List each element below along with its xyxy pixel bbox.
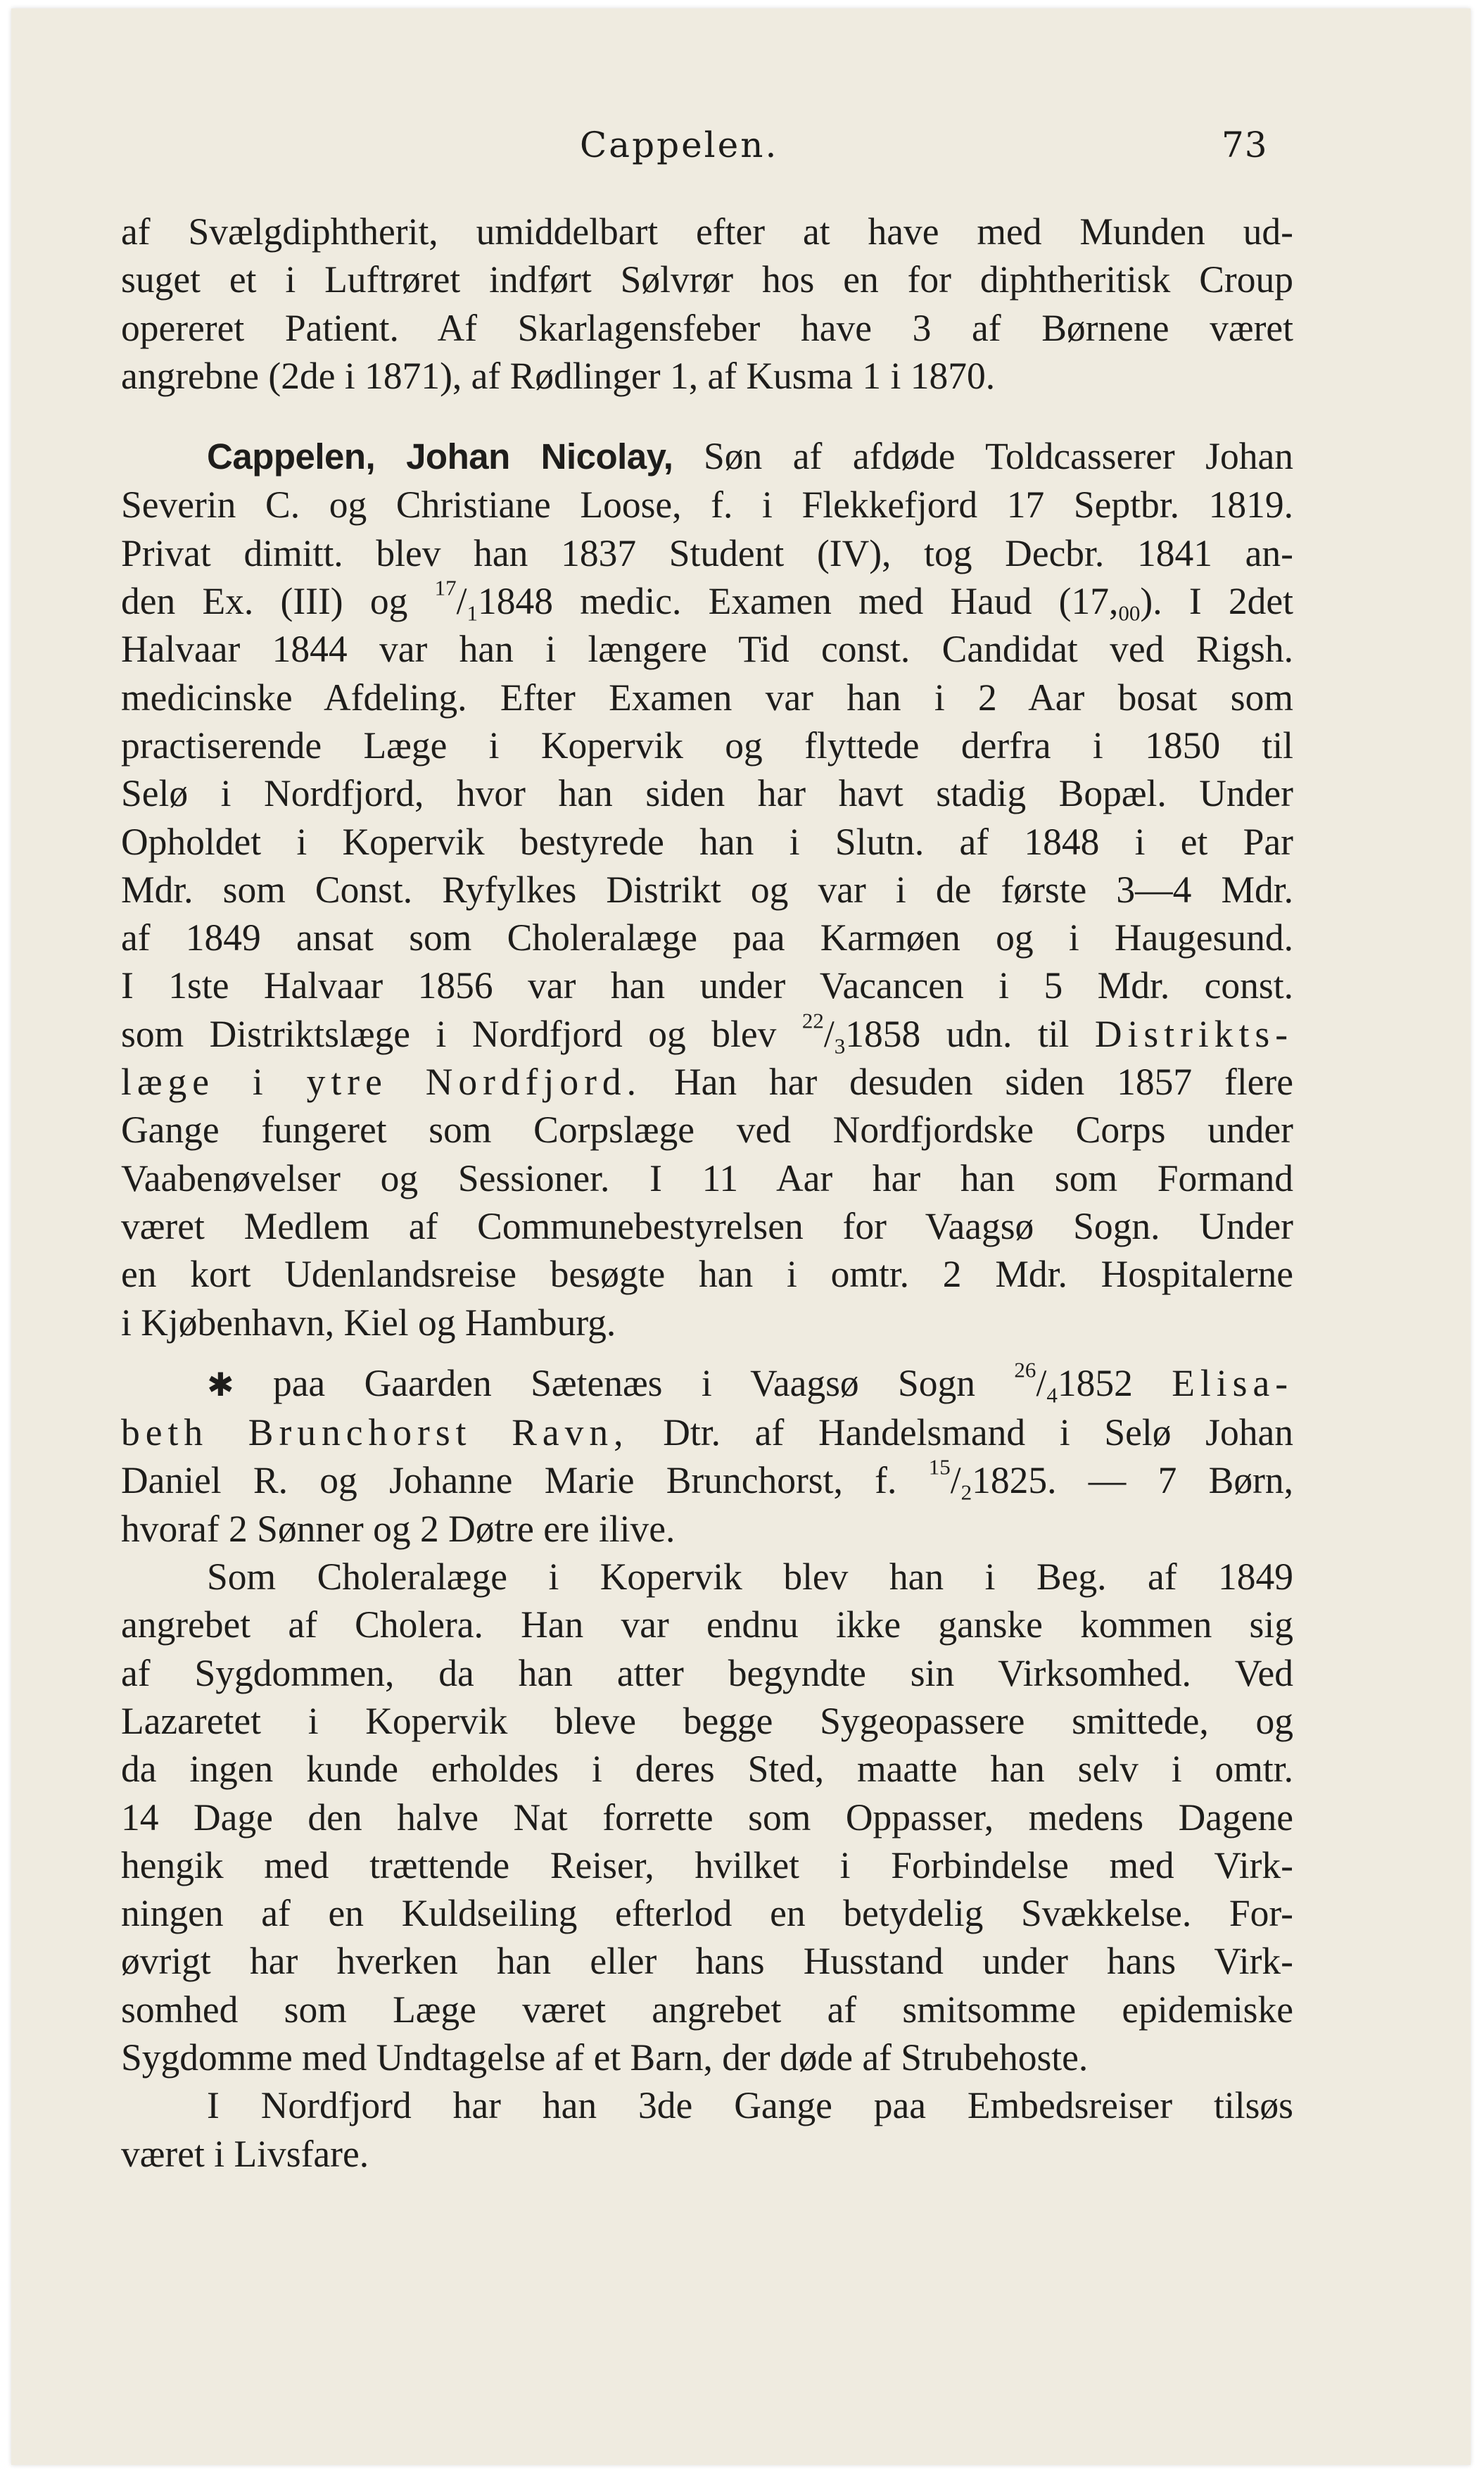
text-line: practiserende Læge i Kopervik og flyttede derfra i 1850 til	[121, 724, 1293, 767]
text-line: Lazaretet i Kopervik bleve begge Sygeopassere smittede, og	[121, 1699, 1293, 1742]
text-line: af Sygdommen, da han atter begyndte sin Virksomhed. Ved	[121, 1651, 1293, 1694]
text-line: somhed som Læge været angrebet af smitsomme epidemiske	[121, 1988, 1293, 2031]
text-line: I 1ste Halvaar 1856 var han under Vacancen i 5 Mdr. const.	[121, 964, 1293, 1007]
text-line: været i Livsfare.	[121, 2132, 369, 2175]
paragraph-continuation	[121, 208, 1293, 400]
text-line: suget et i Luftrøret indført Sølvrør hos en for diphtheritisk Croup	[121, 258, 1293, 301]
text-line: 14 Dage den halve Nat forrette som Oppasser, medens Dagene	[121, 1796, 1293, 1839]
text-line: ningen af en Kuldseiling efterlod en betydelig Svækkelse. For-	[121, 1892, 1293, 1935]
book-page	[11, 8, 1471, 2465]
text-line: øvrigt har hverken han eller hans Husstand under hans Virk-	[121, 1940, 1293, 1983]
text-line: Cappelen, Johan Nicolay, Søn af afdøde Toldcasserer Johan	[207, 435, 1294, 478]
text-line: den Ex. (III) og $^{17}/_11848$ medic. Examen med Haud $(17,_{00})$. I 2det	[121, 575, 1293, 626]
entry-name: Cappelen, Johan Nicolay,	[207, 436, 673, 477]
text-line: i Kjøbenhavn, Kiel og Hamburg.	[121, 1301, 616, 1344]
text-line: Opholdet i Kopervik bestyrede han i Slutn. af 1848 i et Par	[121, 820, 1293, 863]
text-line: beth Brunchorst Ravn, Dtr. af Handelsmand i Selø Johan	[121, 1411, 1293, 1454]
text-line: Vaabenøvelser og Sessioner. I 11 Aar har han som Formand	[121, 1156, 1293, 1199]
text-line: opereret Patient. Af Skarlagensfeber have 3 af Børnene været	[121, 306, 1293, 349]
text-line: hengik med trættende Reiser, hvilket i Forbindelse med Virk-	[121, 1843, 1293, 1886]
running-title: Cappelen.	[580, 125, 779, 165]
text-line: Som Choleralæge i Kopervik blev han i Beg. af 1849	[207, 1556, 1293, 1598]
text-line: læge i ytre Nordfjord. Han har desuden siden 1857 flere	[121, 1061, 1293, 1104]
text-line: medicinske Afdeling. Efter Examen var han i 2 Aar bosat som	[121, 676, 1293, 719]
marriage-star-icon: ✱	[207, 1365, 234, 1404]
text-line: da ingen kunde erholdes i deres Sted, maatte han selv i omtr.	[121, 1748, 1293, 1791]
text-line: Mdr. som Const. Ryfylkes Distrikt og var i de første 3—4 Mdr.	[121, 868, 1293, 911]
biography-entry	[121, 432, 1293, 1347]
text-line: som Distriktslæge i Nordfjord og blev $^{22}/_31858$ udn. til Distrikts-	[121, 1008, 1294, 1059]
text-line: angrebne (2de i 1871), af Rødlinger 1, af Kusma 1 i 1870.	[121, 354, 996, 397]
text-line: været Medlem af Communebestyrelsen for Vaagsø Sogn. Under	[121, 1204, 1293, 1247]
text-line: en kort Udenlandsreise besøgte han i omtr. 2 Mdr. Hospitalerne	[121, 1253, 1293, 1296]
text-line: hvoraf 2 Sønner og 2 Døtre ere ilive.	[121, 1507, 676, 1550]
text-line: af Svælgdiphtherit, umiddelbart efter at have med Munden ud-	[121, 210, 1293, 253]
text-line: Halvaar 1844 var han i længere Tid const. Candidat ved Rigsh.	[121, 628, 1293, 671]
page-number: 73	[1222, 125, 1268, 165]
text-line: ✱ paa Gaarden Sætenæs i Vaagsø Sogn $^{26}/_41852$ Elisa-	[207, 1357, 1294, 1408]
page-body	[121, 208, 1293, 2178]
page-header	[11, 125, 1471, 174]
text-line: af 1849 ansat som Choleralæge paa Karmøen og i Haugesund.	[121, 916, 1293, 959]
text-line: Gange fungeret som Corpslæge ved Nordfjordske Corps under	[121, 1109, 1293, 1152]
marriage-entry	[121, 1359, 1293, 1553]
text-line: angrebet af Cholera. Han var endnu ikke ganske kommen sig	[121, 1603, 1293, 1646]
text-line: Selø i Nordfjord, hvor han siden har havt stadig Bopæl. Under	[121, 772, 1293, 815]
text-line: Daniel R. og Johanne Marie Brunchorst, f. $^{15}/_21825$. — 7 Børn,	[121, 1455, 1294, 1505]
text-line: I Nordfjord har han 3de Gange paa Embedsreiser tilsøs	[207, 2084, 1293, 2127]
text-line: Sygdomme med Undtagelse af et Barn, der døde af Strubehoste.	[121, 2036, 1089, 2079]
text-line: Privat dimitt. blev han 1837 Student (IV), tog Decbr. 1841 an-	[121, 531, 1293, 574]
final-paragraph	[121, 2081, 1293, 2178]
cholera-paragraph	[121, 1553, 1293, 2081]
text-line: Severin C. og Christiane Loose, f. i Flekkefjord 17 Septbr. 1819.	[121, 484, 1293, 526]
